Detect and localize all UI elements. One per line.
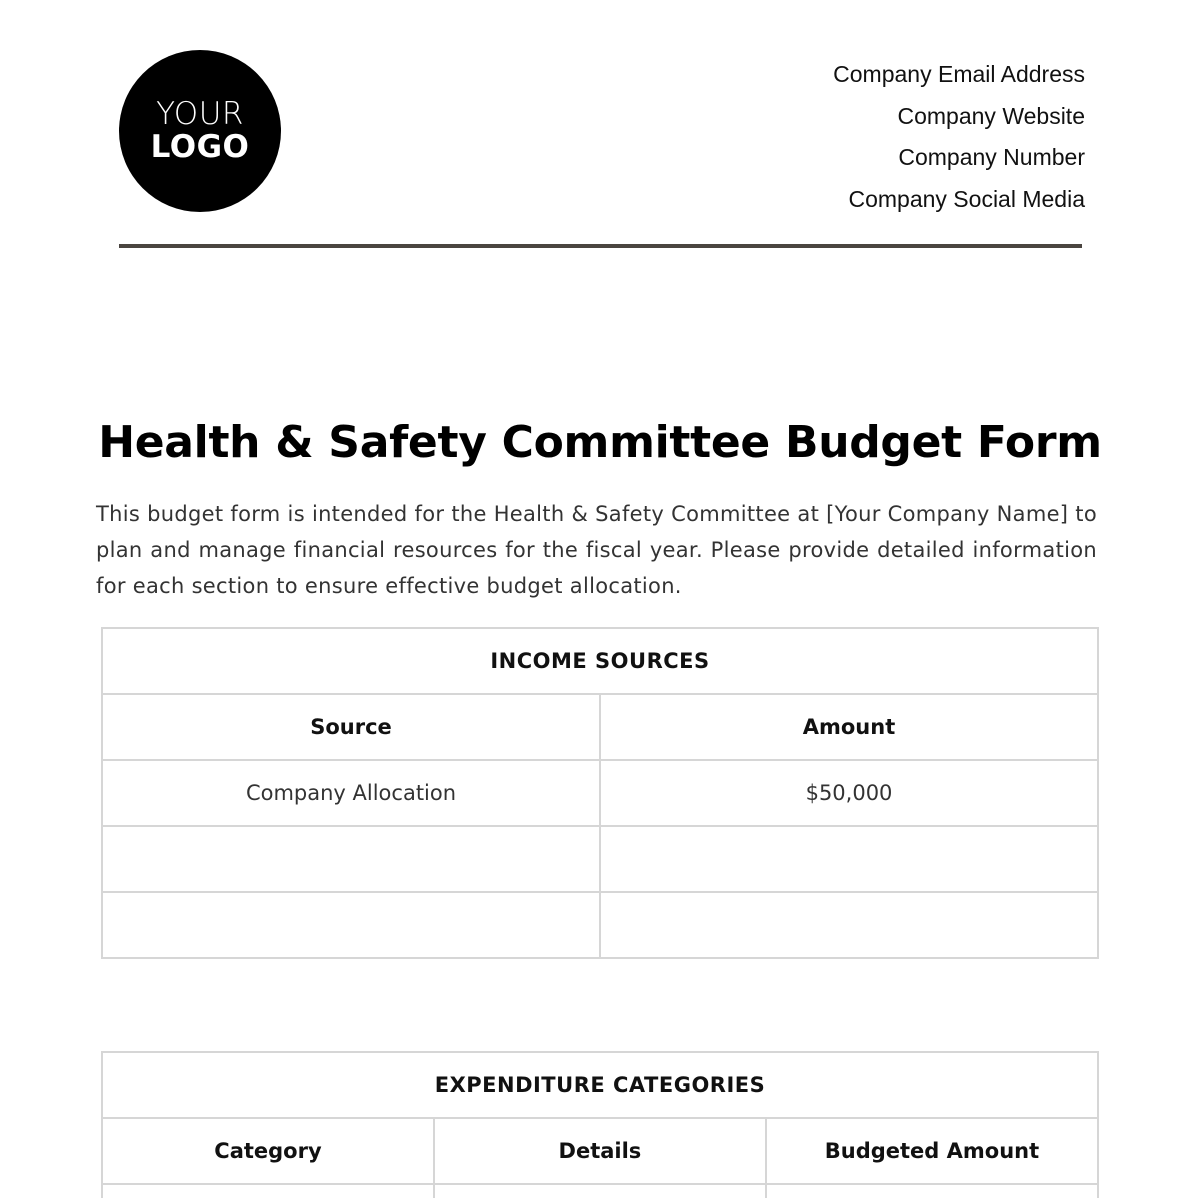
logo-text-logo: LOGO (150, 129, 250, 165)
income-sources-heading: INCOME SOURCES (102, 628, 1098, 694)
company-number: Company Number (898, 144, 1085, 171)
intro-paragraph: This budget form is intended for the Health & Safety Committee at [Your Company Name] to plan and manage financial resources for the fiscal year. Please provide detailed information for each section to ensure effective budget allocation. (96, 502, 1097, 598)
company-email: Company Email Address (833, 61, 1085, 87)
company-website: Company Website (897, 102, 1085, 129)
table-header-row (102, 1118, 1098, 1184)
company-contact-block (833, 54, 1085, 221)
income-source-cell[interactable]: Company Allocation (102, 760, 600, 826)
expenditure-category-cell[interactable] (102, 1184, 434, 1198)
income-amount-cell[interactable]: $50,000 (600, 760, 1098, 826)
table-row (102, 892, 1098, 958)
income-amount-cell[interactable] (600, 826, 1098, 892)
column-header-details: Details (434, 1118, 766, 1184)
table-row (102, 760, 1098, 826)
header-divider (119, 244, 1082, 248)
table-heading-row (102, 1052, 1098, 1118)
expenditure-categories-table (101, 1051, 1099, 1198)
income-source-cell[interactable] (102, 892, 600, 958)
company-logo (119, 50, 281, 212)
logo-text-your: YOUR (156, 96, 244, 132)
expenditure-categories-heading: EXPENDITURE CATEGORIES (102, 1052, 1098, 1118)
income-amount-cell[interactable] (600, 892, 1098, 958)
expenditure-details-cell[interactable] (434, 1184, 766, 1198)
column-header-category: Category (102, 1118, 434, 1184)
table-row (102, 826, 1098, 892)
company-social-media: Company Social Media (848, 186, 1085, 213)
table-heading-row (102, 628, 1098, 694)
document-title: Health & Safety Committee Budget Form (98, 417, 1102, 468)
table-row (102, 1184, 1098, 1198)
income-source-cell[interactable] (102, 826, 600, 892)
table-header-row (102, 694, 1098, 760)
column-header-amount: Amount (600, 694, 1098, 760)
column-header-budgeted-amount: Budgeted Amount (766, 1118, 1098, 1184)
income-sources-table (101, 627, 1099, 959)
column-header-source: Source (102, 694, 600, 760)
expenditure-amount-cell[interactable] (766, 1184, 1098, 1198)
